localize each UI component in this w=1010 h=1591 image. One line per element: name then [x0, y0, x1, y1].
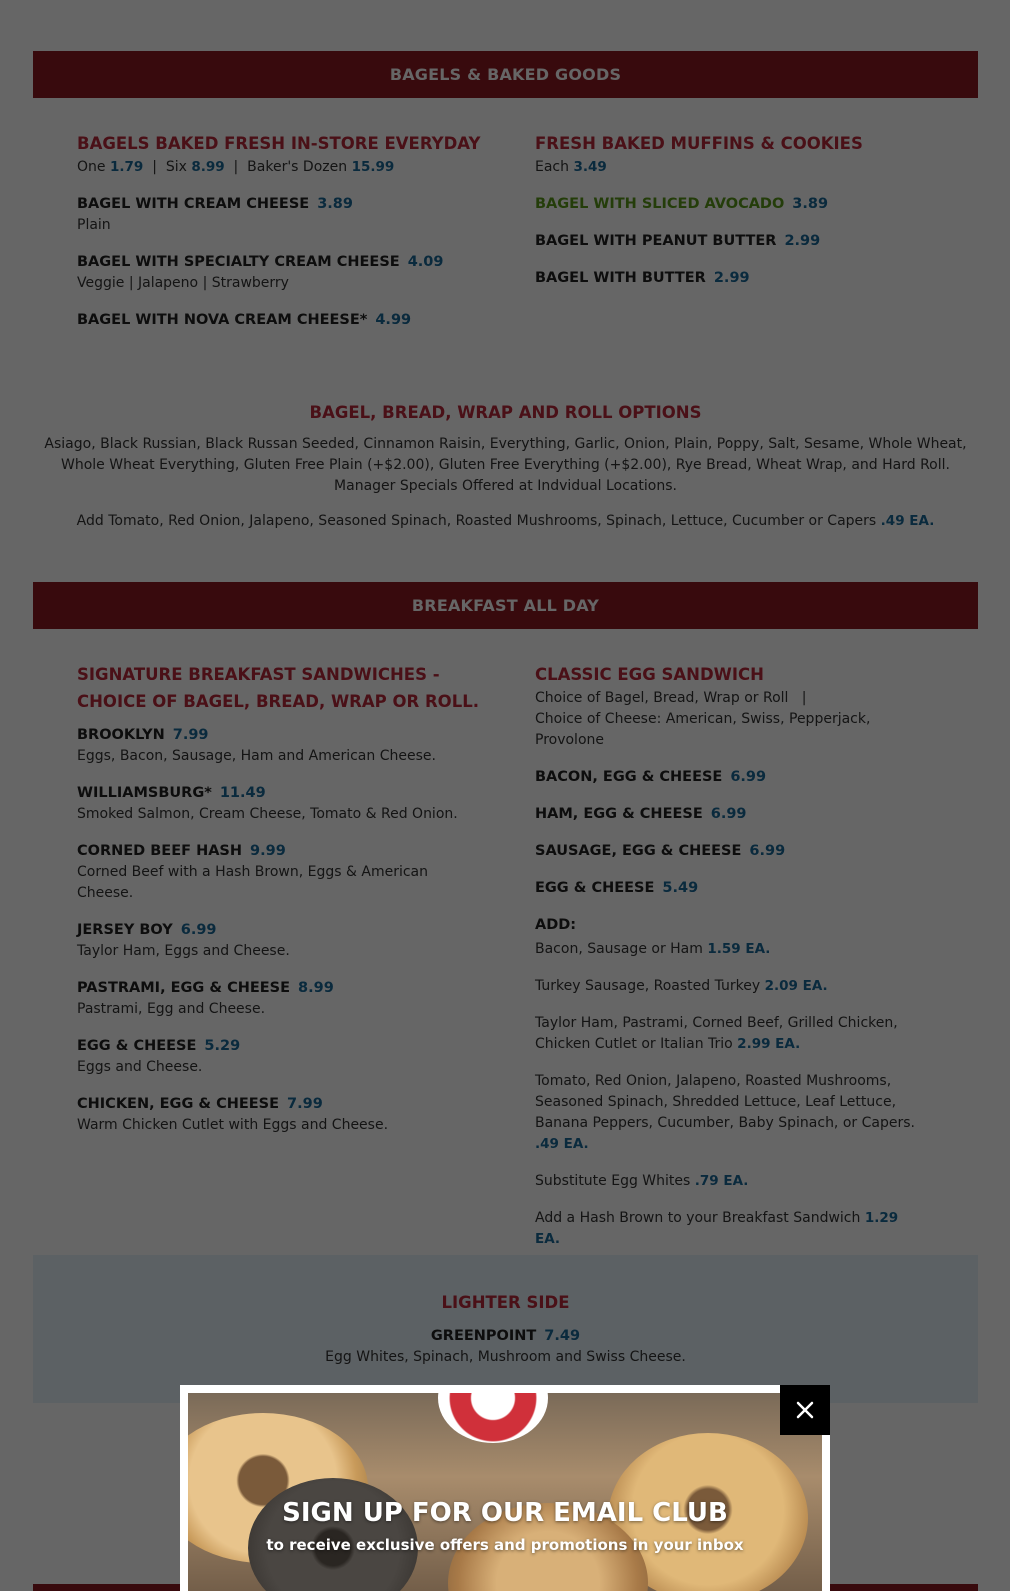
- bagels-photo: [188, 1393, 822, 1591]
- close-icon: [796, 1401, 814, 1419]
- modal-close-button[interactable]: [780, 1385, 830, 1435]
- modal-subtitle: to receive exclusive offers and promotions in your inbox: [266, 1536, 744, 1554]
- email-signup-modal: [180, 1385, 830, 1591]
- modal-title: SIGN UP FOR OUR EMAIL CLUB: [282, 1498, 728, 1528]
